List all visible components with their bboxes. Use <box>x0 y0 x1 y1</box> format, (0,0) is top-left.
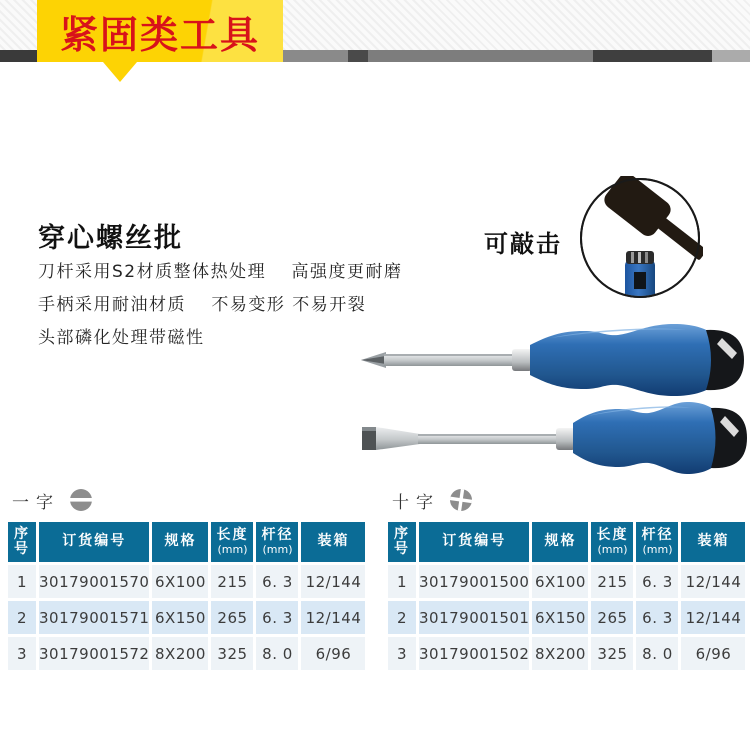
table-cell: 215 <box>591 565 633 598</box>
slotted-type-label-row <box>12 488 92 512</box>
header-cell: 装箱 <box>681 522 745 562</box>
slotted-screwdriver-image <box>356 396 748 480</box>
feature-list <box>38 256 403 355</box>
slotted-circle-icon <box>70 489 92 511</box>
handle-end-cap <box>706 330 744 390</box>
table-cell: 215 <box>211 565 253 598</box>
table-cell: 2 <box>388 601 416 634</box>
header-cell: 规格 <box>532 522 588 562</box>
table-row <box>8 637 365 670</box>
table-cell: 6/96 <box>681 637 745 670</box>
spec-table-slotted <box>5 519 368 673</box>
header-unit: (mm) <box>597 542 628 556</box>
product-title: 穿心螺丝批 <box>38 223 183 254</box>
table-cell: 2 <box>8 601 36 634</box>
handle <box>573 402 716 474</box>
table-cell: 6/96 <box>301 637 365 670</box>
table-cell: 6X150 <box>152 601 208 634</box>
header-cell: 长度 (mm) <box>591 522 633 562</box>
table-cell: 30179001572 <box>39 637 149 670</box>
table-cell: 3 <box>388 637 416 670</box>
table-cell: 6X100 <box>152 565 208 598</box>
header-cell: 杆径 (mm) <box>256 522 298 562</box>
table-cell: 325 <box>591 637 633 670</box>
feature-line: 头部磷化处理带磁性 <box>38 328 205 348</box>
table-cell: 6. 3 <box>256 565 298 598</box>
header-unit: (mm) <box>642 542 673 556</box>
spec-table-phillips <box>385 519 748 673</box>
table-cell: 8. 0 <box>256 637 298 670</box>
table-cell: 265 <box>211 601 253 634</box>
table-cell: 1 <box>8 565 36 598</box>
header-unit: (mm) <box>217 542 248 556</box>
handle <box>530 324 712 396</box>
table-cell: 30179001500 <box>419 565 529 598</box>
table-cell: 325 <box>211 637 253 670</box>
table-cell: 12/144 <box>301 601 365 634</box>
phillips-circle-icon <box>450 489 472 511</box>
feature-line: 刀杆采用S2材质整体热处理 高强度更耐磨 <box>38 262 403 282</box>
table-cell: 3 <box>8 637 36 670</box>
table-row <box>8 565 365 598</box>
table-cell: 30179001571 <box>39 601 149 634</box>
table-row <box>8 601 365 634</box>
table-row <box>388 601 745 634</box>
table-cell: 30179001502 <box>419 637 529 670</box>
handle-end-cap <box>711 408 747 468</box>
table-cell: 1 <box>388 565 416 598</box>
table-cell: 8. 0 <box>636 637 678 670</box>
slotted-type-label: 一字 <box>12 492 60 513</box>
table-cell: 12/144 <box>681 601 745 634</box>
table-cell: 6X150 <box>532 601 588 634</box>
phillips-screwdriver-image <box>356 318 748 402</box>
table-cell: 6X100 <box>532 565 588 598</box>
strike-hammer-illustration <box>578 176 703 301</box>
header-cell: 装箱 <box>301 522 365 562</box>
header-cell: 规格 <box>152 522 208 562</box>
header-cell: 订货编号 <box>419 522 529 562</box>
header-cell: 序号 <box>388 522 416 562</box>
table-cell: 12/144 <box>301 565 365 598</box>
table-cell: 265 <box>591 601 633 634</box>
banner-pointer <box>103 62 137 82</box>
table-cell: 6. 3 <box>256 601 298 634</box>
table-cell: 6. 3 <box>636 565 678 598</box>
header-cell: 长度 (mm) <box>211 522 253 562</box>
ferrule <box>556 428 575 450</box>
table-cell: 30179001501 <box>419 601 529 634</box>
feature-line: 手柄采用耐油材质 不易变形 不易开裂 <box>38 295 367 315</box>
table-row <box>388 565 745 598</box>
phillips-type-label-row <box>392 488 472 512</box>
table-row <box>388 637 745 670</box>
header-cell: 杆径 (mm) <box>636 522 678 562</box>
header-cell: 订货编号 <box>39 522 149 562</box>
category-banner-title: 紧固类工具 <box>59 12 260 57</box>
table-cell: 6. 3 <box>636 601 678 634</box>
phillips-type-label: 十字 <box>392 492 440 513</box>
ferrule <box>512 349 532 371</box>
header-cell: 序号 <box>8 522 36 562</box>
table-cell: 30179001570 <box>39 565 149 598</box>
strike-capable-label: 可敲击 <box>484 230 562 258</box>
table-cell: 8X200 <box>532 637 588 670</box>
category-banner <box>37 0 283 62</box>
table-cell: 8X200 <box>152 637 208 670</box>
screwdriver-butt <box>625 251 655 301</box>
table-cell: 12/144 <box>681 565 745 598</box>
header-unit: (mm) <box>262 542 293 556</box>
